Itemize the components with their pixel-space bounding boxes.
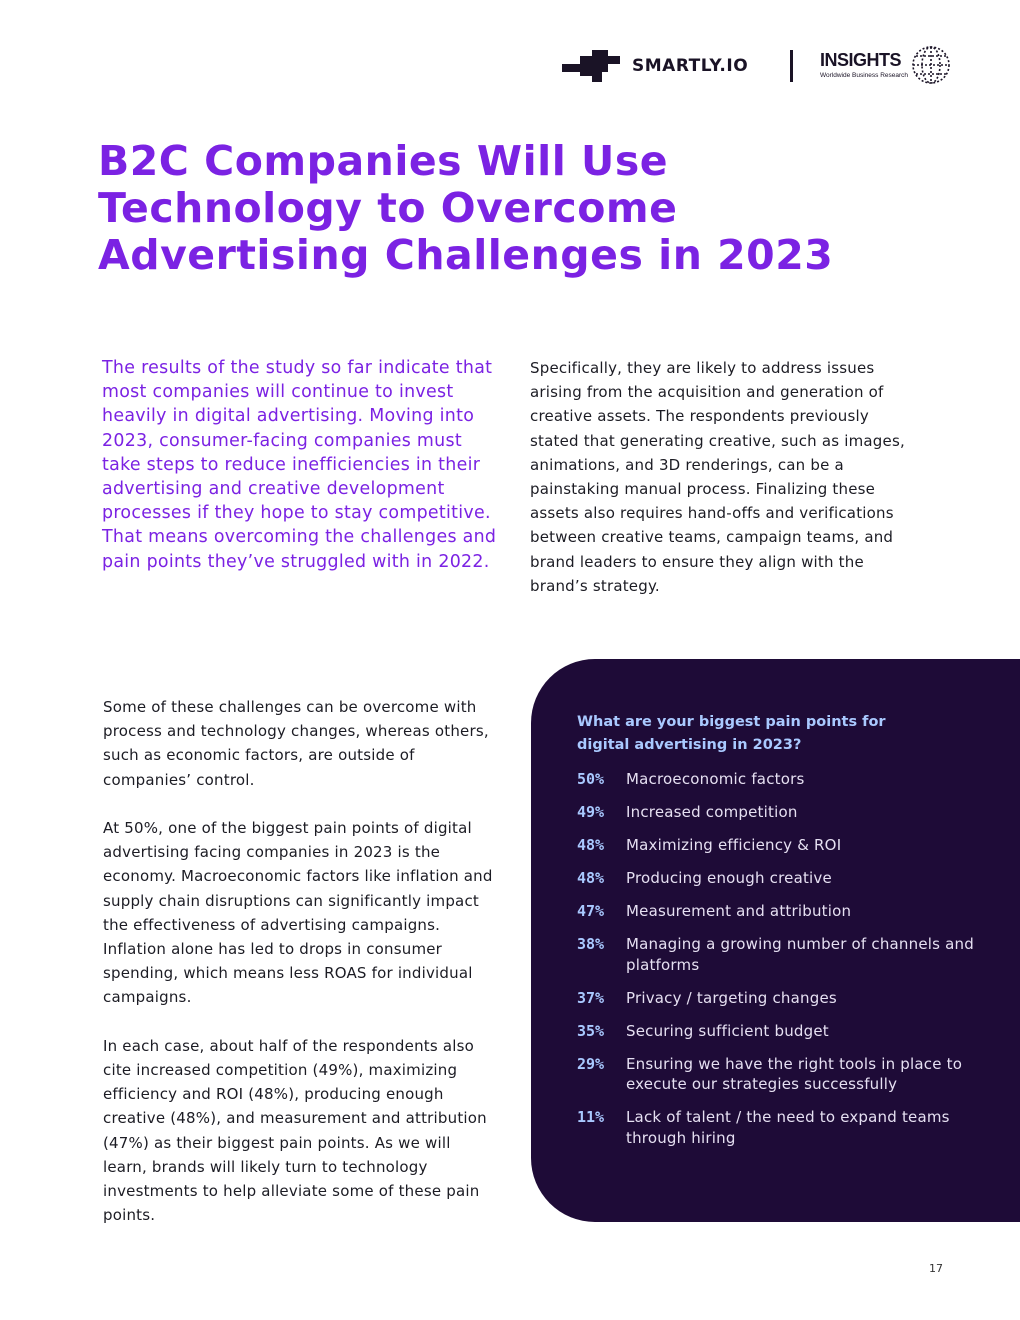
list-item — [577, 835, 997, 856]
pain-points-list — [577, 769, 997, 1161]
list-item — [577, 988, 997, 1009]
list-item — [577, 1107, 997, 1148]
lead-paragraph: The results of the study so far indicate that most companies will continue to invest heavily in digital advertising. Moving into 2023, consumer-facing companies must take steps to reduce inefficiencies in their advertising and creative development processes if they hope to stay competitive. That means overcoming the challenges and pain points they’ve struggled with in 2022. — [102, 358, 497, 572]
pain-point-label: Managing a growing number of channels and platforms — [626, 935, 974, 974]
list-item — [577, 901, 997, 922]
pain-point-percent: 38% — [577, 935, 605, 953]
right-column-paragraph: Specifically, they are likely to address issues arising from the acquisition and generation of creative assets. The respondents previously stated that generating creative, such as images, animations, and 3D renderings, can be a painstaking manual process. Finalizing these assets also requires hand-offs and verifications between creative teams, campaign teams, and brand leaders to ensure they align with the brand’s strategy. — [530, 359, 905, 595]
page-header — [560, 42, 960, 88]
pain-point-percent: 37% — [577, 988, 605, 1007]
list-item — [577, 1021, 997, 1042]
pain-points-panel — [531, 659, 1020, 1222]
page-title: B2C Companies Will Use Technology to Overcome Advertising Challenges in 2023 — [98, 137, 834, 279]
pain-point-label: Securing sufficient budget — [626, 1021, 829, 1040]
panel-question: What are your biggest pain points for digital advertising in 2023? — [577, 714, 886, 753]
smartly-logo-icon — [562, 50, 620, 82]
pain-point-label: Maximizing efficiency & ROI — [626, 836, 842, 854]
pain-point-label: Macroeconomic factors — [626, 770, 805, 788]
body-paragraph: In each case, about half of the respondents also cite increased competition (49%), maximizing efficiency and ROI (48%), producing enough creative (48%), and measurement and attribution (47%) as their biggest pain points. As we will learn, brands will likely turn to technology investments to help alleviate some of these pain points. — [103, 1036, 487, 1225]
pain-point-percent: 48% — [577, 836, 605, 854]
pain-point-percent: 47% — [577, 902, 605, 920]
pain-point-label: Ensuring we have the right tools in place to execute our strategies successfully — [626, 1054, 963, 1093]
pain-point-label: Lack of talent / the need to expand teams through hiring — [626, 1108, 950, 1147]
list-item — [577, 1054, 997, 1095]
left-column-text — [103, 695, 493, 1252]
body-paragraph: Some of these challenges can be overcome with process and technology changes, whereas others, such as economic factors, are outside of companies’ control. — [103, 698, 489, 789]
header-divider — [790, 50, 793, 82]
list-item — [577, 868, 997, 889]
pain-point-label: Producing enough creative — [626, 869, 832, 887]
pain-point-percent: 11% — [577, 1108, 605, 1126]
globe-icon — [910, 44, 952, 86]
pain-point-label: Measurement and attribution — [626, 902, 852, 920]
pain-point-percent: 35% — [577, 1021, 605, 1040]
list-item — [577, 802, 997, 823]
page-number: 17 — [929, 1262, 943, 1275]
pain-point-label: Increased competition — [626, 803, 798, 821]
pain-point-percent: 48% — [577, 869, 605, 887]
partner-tagline: Worldwide Business Research — [820, 72, 909, 79]
list-item — [577, 769, 997, 790]
pain-point-percent: 49% — [577, 803, 605, 821]
partner-name: INSIGHTS — [820, 50, 902, 70]
pain-point-label: Privacy / targeting changes — [626, 988, 837, 1007]
list-item — [577, 934, 997, 975]
pain-point-percent: 50% — [577, 770, 605, 788]
body-paragraph: At 50%, one of the biggest pain points of digital advertising facing companies in 2023 is the economy. Macroeconomic factors like inflation and supply chain disruptions can significantly impact the effectiveness of advertising campaigns. Inflation alone has led to drops in consumer spending, which means less ROAS for individual campaigns. — [103, 819, 493, 1007]
pain-point-percent: 29% — [577, 1054, 605, 1073]
brand-name: SMARTLY.IO — [632, 56, 749, 76]
